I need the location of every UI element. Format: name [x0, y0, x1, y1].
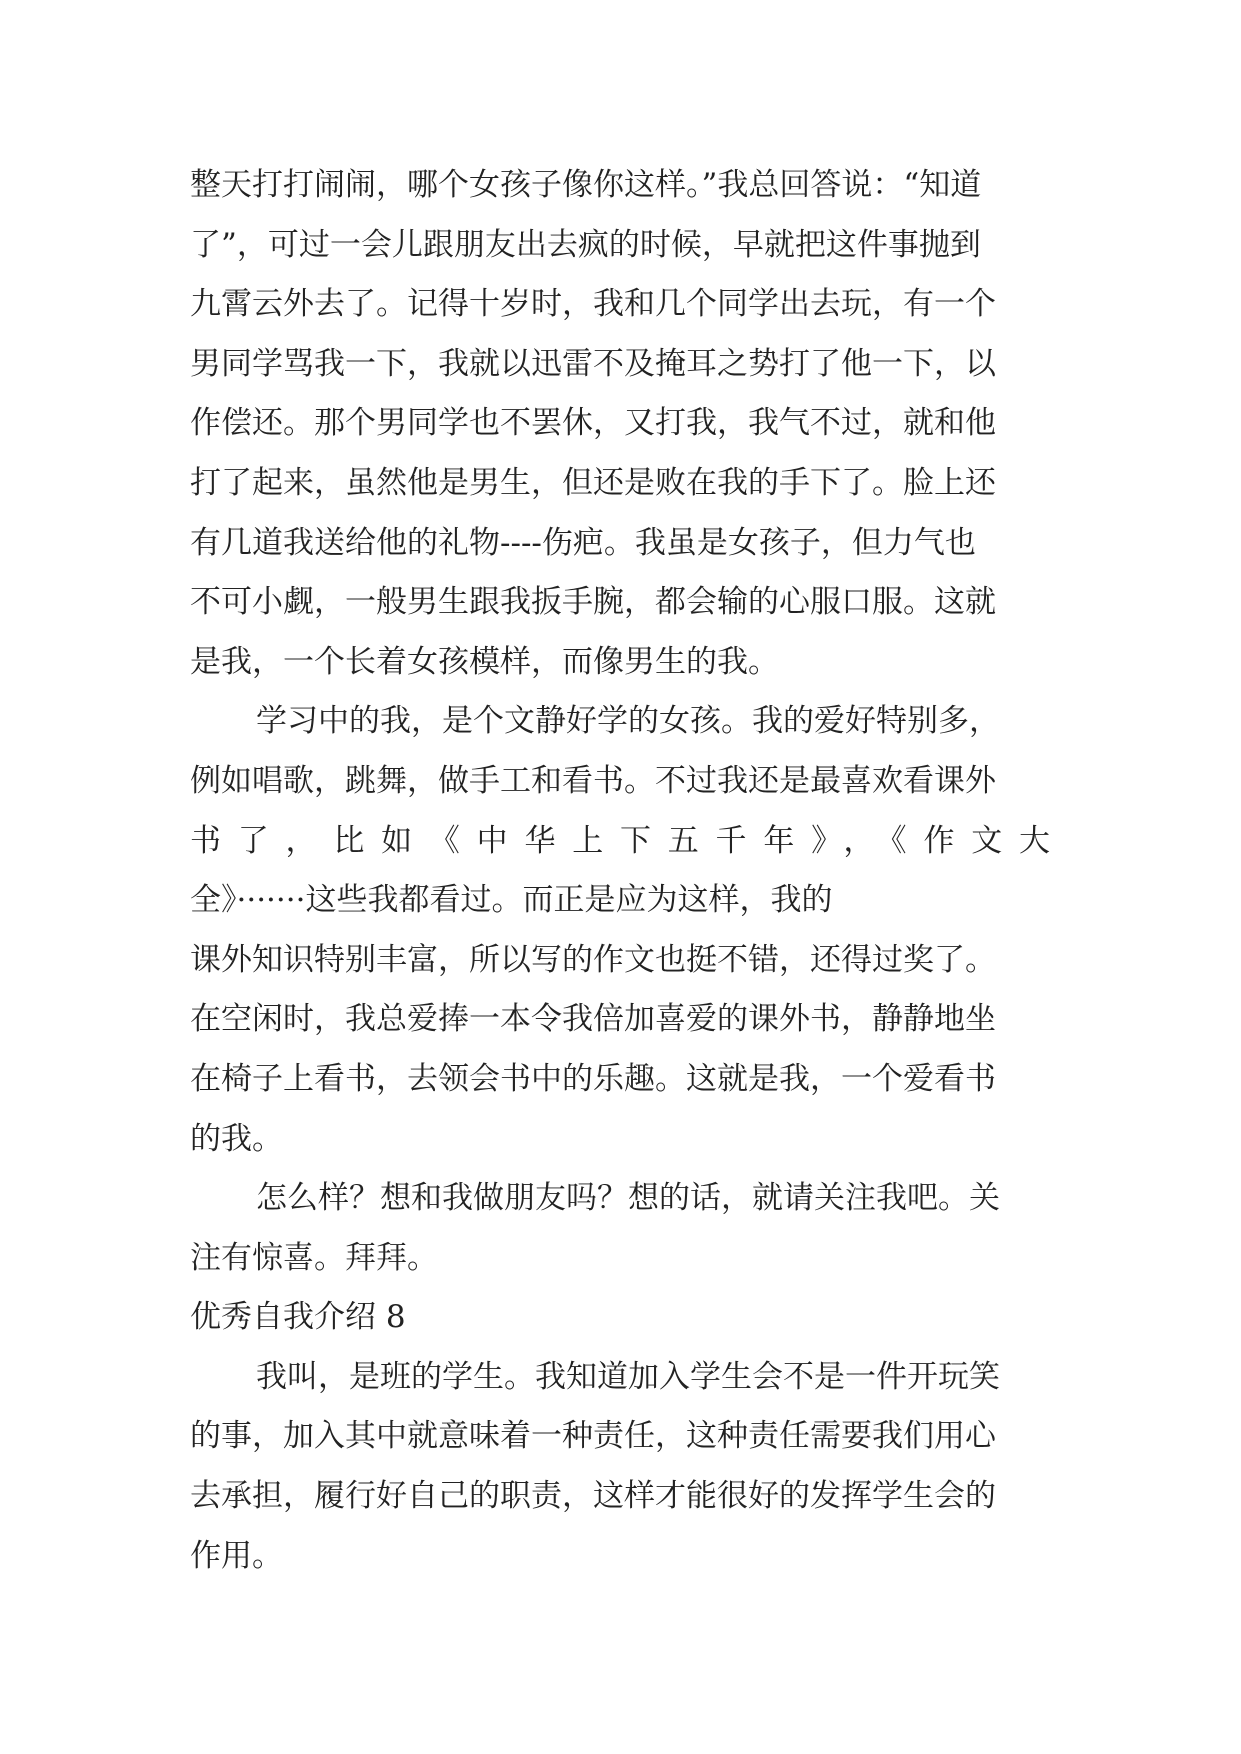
text-line-15: 在空闲时，我总爱捧一本令我倍加喜爱的课外书，静静地坐	[190, 1001, 996, 1038]
text-line-9: 是我，一个长着女孩模样，而像男生的我。	[190, 643, 779, 680]
text-line-3: 九霄云外去了。记得十岁时，我和几个同学出去玩，有一个	[190, 286, 996, 323]
document-body	[190, 156, 1050, 1586]
text-line-13: 全》·······这些我都看过。而正是应为这样，我的	[190, 882, 833, 919]
text-line-24: 作用。	[190, 1537, 283, 1574]
text-line-11: 例如唱歌，跳舞，做手工和看书。不过我还是最喜欢看课外	[190, 762, 996, 799]
text-line-8: 不可小觑，一般男生跟我扳手腕，都会输的心服口服。这就	[190, 584, 996, 621]
text-line-19: 注有惊喜。拜拜。	[190, 1239, 438, 1276]
text-line-2: 了”，可过一会儿跟朋友出去疯的时候，早就把这件事抛到	[190, 226, 981, 263]
text-line-22: 的事，加入其中就意味着一种责任，这种责任需要我们用心	[190, 1418, 996, 1455]
text-line-14: 课外知识特别丰富，所以写的作文也挺不错，还得过奖了。	[190, 941, 996, 978]
text-line-1: 整天打打闹闹，哪个女孩子像你这样。”我总回答说：“知道	[190, 167, 982, 203]
text-line-7: 有几道我送给他的礼物----伤疤。我虽是女孩子，但力气也	[190, 524, 976, 561]
section-heading: 优秀自我介绍 8	[190, 1299, 406, 1336]
paragraph-start-line: 我叫，是班的学生。我知道加入学生会不是一件开玩笑	[256, 1358, 1000, 1395]
text-line-4: 男同学骂我一下，我就以迅雷不及掩耳之势打了他一下，以	[190, 345, 996, 382]
text-line-5: 作偿还。那个男同学也不罢休，又打我，我气不过，就和他	[190, 405, 996, 442]
paragraph-start-line: 怎么样？想和我做朋友吗？想的话，就请关注我吧。关	[256, 1180, 1000, 1217]
text-line-16: 在椅子上看书，去领会书中的乐趣。这就是我，一个爱看书	[190, 1060, 996, 1097]
text-line-23: 去承担，履行好自己的职责，这样才能很好的发挥学生会的	[190, 1478, 996, 1515]
text-line-17: 的我。	[190, 1120, 283, 1157]
text-line-6: 打了起来，虽然他是男生，但还是败在我的手下了。脸上还	[190, 464, 996, 501]
text-line-12: 书了，比如《中华上下五千年》，《作文大	[190, 822, 1050, 859]
paragraph-start-line: 学习中的我，是个文静好学的女孩。我的爱好特别多，	[256, 703, 1000, 740]
